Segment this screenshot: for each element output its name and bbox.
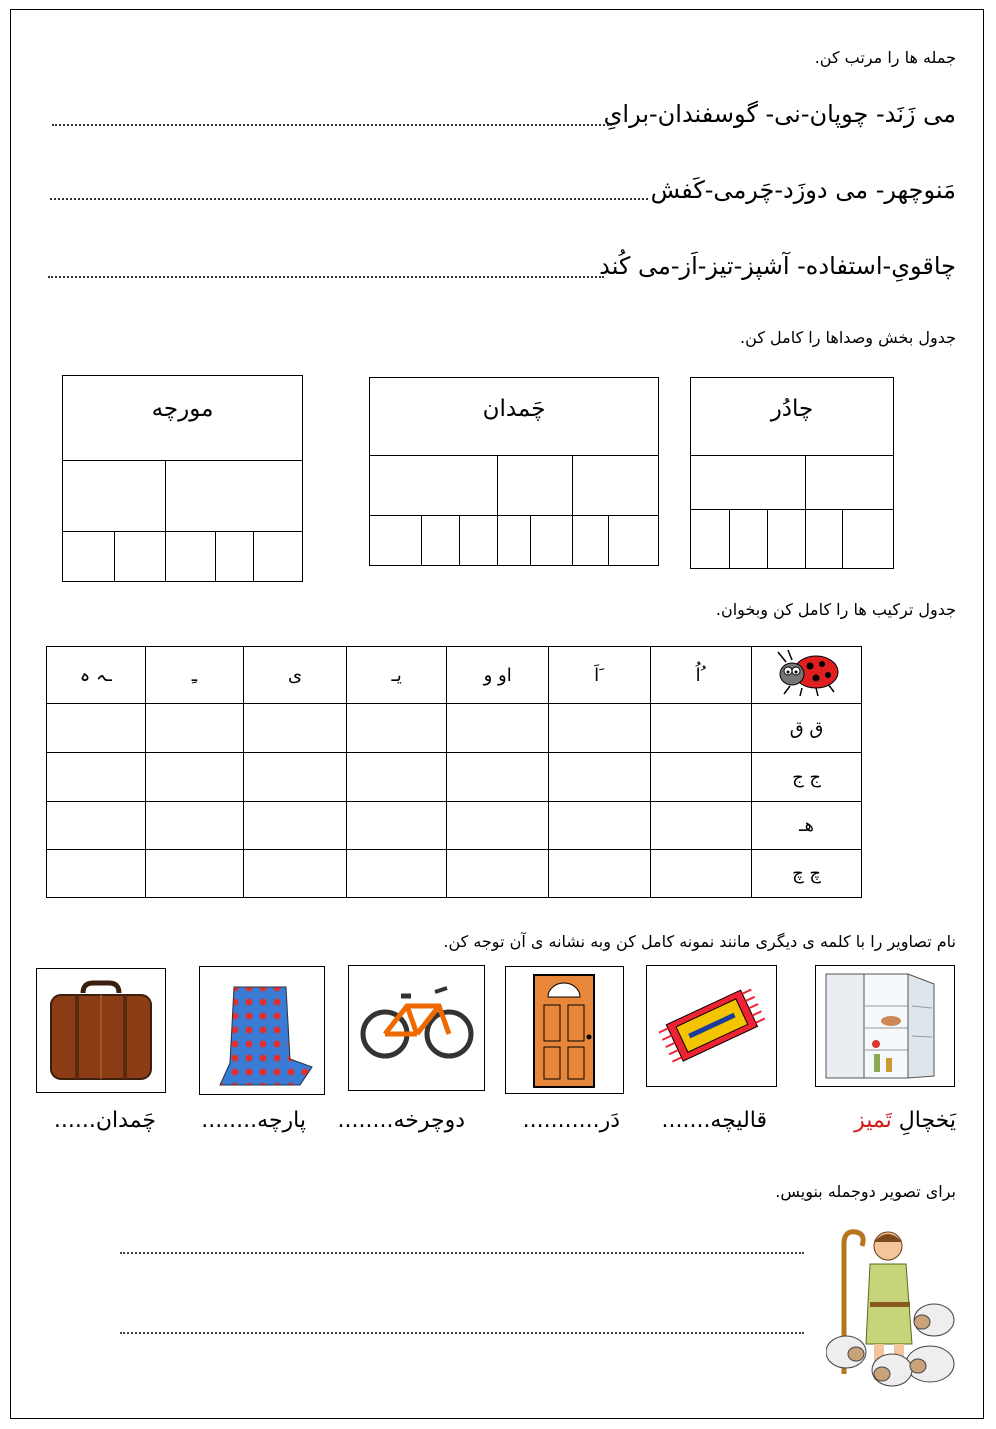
header-cell: ـہ ہ	[47, 647, 146, 704]
caption-carpet[interactable]: قالیچه.......	[661, 1108, 767, 1133]
sentence-3: چاقویِ-استفاده- آشپز-تیز-اَز-می کُند	[599, 252, 956, 280]
header-cell: ی	[244, 647, 347, 704]
caption-bicycle[interactable]: دوچرخه........	[337, 1108, 465, 1133]
row-label: چ چ	[752, 850, 862, 898]
row-label: ق ق	[752, 704, 862, 753]
fabric-icon	[199, 966, 325, 1095]
writing-line-2[interactable]	[120, 1332, 804, 1334]
sentence-2: مَنوچهر- می دوزَد-چَرمی-کَفش	[650, 176, 956, 204]
syllable-box-murcheh	[62, 375, 303, 582]
header-cell: او و	[447, 647, 549, 704]
syllable-word: چَمدان	[482, 396, 546, 422]
answer-line-1[interactable]	[52, 124, 612, 126]
row-label: ج ج	[752, 753, 862, 802]
caption-door[interactable]: دَر...........	[522, 1108, 620, 1133]
syllable-word: مورچه	[151, 396, 214, 422]
caption-fabric[interactable]: پارچه........	[201, 1108, 306, 1133]
suitcase-icon	[36, 968, 166, 1093]
door-icon	[505, 966, 624, 1094]
caption-word: یَخچالِ	[898, 1108, 956, 1133]
syllable-box-chamedan	[369, 377, 659, 566]
fridge-icon	[815, 965, 955, 1087]
ladybug-icon	[752, 647, 862, 704]
answer-line-2[interactable]	[50, 198, 648, 200]
shepherd-icon	[826, 1224, 958, 1390]
header-cell: اَ َ	[548, 647, 650, 704]
combination-table	[46, 646, 862, 898]
instruction-syllable-table: جدول بخش وصداها را کامل کن.	[740, 328, 956, 347]
instruction-combination-table: جدول ترکیب ها را کامل کن وبخوان.	[715, 600, 956, 619]
instruction-write-sentences: برای تصویر دوجمله بنویس.	[775, 1182, 956, 1201]
caption-example-word: تَمیز	[854, 1108, 892, 1133]
header-cell: اُ ُ	[650, 647, 752, 704]
caption-fridge	[854, 1108, 956, 1133]
syllable-box-chador	[690, 377, 894, 569]
sentence-1: می زَنَد- چوپان-نی- گوسفندان-برایِ	[603, 100, 956, 128]
instruction-sort-sentences: جمله ها را مرتب کن.	[814, 48, 956, 67]
carpet-icon	[646, 965, 777, 1087]
syllable-word: چادُر	[770, 396, 814, 422]
bicycle-icon	[348, 965, 485, 1091]
caption-suitcase[interactable]: چَمدان......	[53, 1108, 156, 1133]
writing-line-1[interactable]	[120, 1252, 804, 1254]
header-cell: یـ	[346, 647, 447, 704]
row-label: هـ	[752, 802, 862, 850]
answer-line-3[interactable]	[48, 276, 604, 278]
instruction-picture-names: نام تصاویر را با کلمه ی دیگری مانند نمونه کامل کن وبه نشانه ی آن توجه کن.	[443, 932, 956, 951]
header-cell: ـِ	[145, 647, 244, 704]
